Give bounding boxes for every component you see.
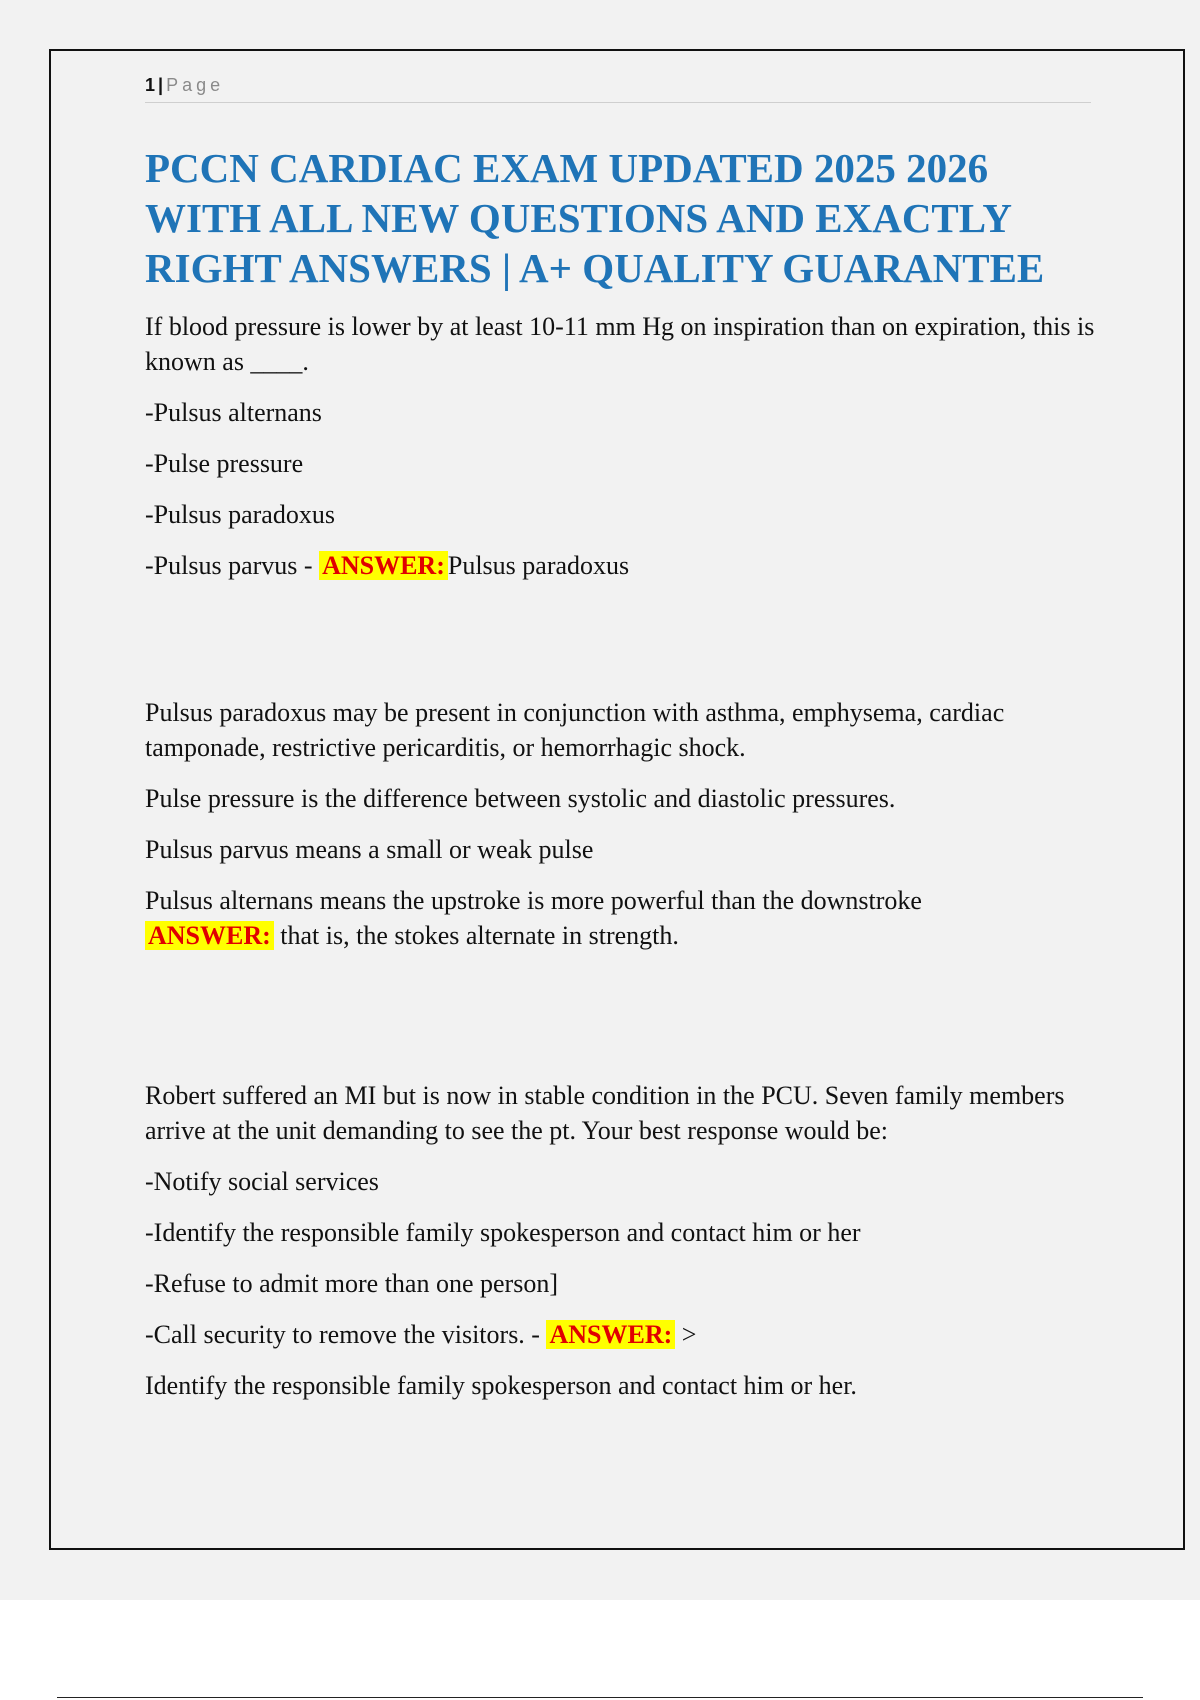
question-1-answer: Pulsus paradoxus — [447, 551, 630, 580]
explanation-line: Pulsus parvus means a small or weak pulse — [145, 835, 594, 864]
page-header — [145, 72, 1091, 103]
answer-suffix: > — [681, 1320, 697, 1349]
question-2-option-answer-line — [145, 1317, 1095, 1352]
spacer — [145, 969, 1095, 1078]
explanation-last-line: Pulsus alternans means the upstroke is more powerful than the downstroke — [145, 886, 922, 915]
question-2-option: -Refuse to admit more than one person] — [145, 1269, 558, 1298]
question-2-last-option: -Call security to remove the visitors. - — [145, 1320, 547, 1349]
question-2-option: -Notify social services — [145, 1167, 379, 1196]
explanation-answer-line — [145, 883, 1095, 953]
answer-label: ANSWER: — [546, 1320, 675, 1349]
page-number: 1 — [145, 75, 156, 95]
answer-label: ANSWER: — [319, 551, 448, 580]
question-2-text: Robert suffered an MI but is now in stable condition in the PCU. Seven family members arrive at the unit demanding to see the pt. Your best response would be: — [145, 1081, 1065, 1145]
document-title: PCCN CARDIAC EXAM UPDATED 2025 2026 WITH ALL NEW QUESTIONS AND EXACTLY RIGHT ANSWERS | A+ QUALITY GUARANTEE — [145, 145, 1045, 291]
question-1-option: -Pulsus alternans — [145, 398, 322, 427]
explanation-answer-text: that is, the stokes alternate in strength. — [280, 921, 679, 950]
next-page-area — [0, 1600, 1200, 1700]
question-1-option: -Pulse pressure — [145, 449, 304, 478]
page-label: Page — [166, 75, 225, 95]
question-1-text: If blood pressure is lower by at least 10-11 mm Hg on inspiration than on expiration, this is known as ____. — [145, 312, 1095, 376]
question-1-last-option: -Pulsus parvus - — [145, 551, 320, 580]
question-1-option-answer-line — [145, 548, 1095, 583]
document-body — [145, 309, 1095, 1419]
next-page-rule — [57, 1697, 1143, 1698]
answer-label: ANSWER: — [145, 921, 274, 950]
spacer — [145, 599, 1095, 695]
question-1-option: -Pulsus paradoxus — [145, 500, 335, 529]
question-2-option: -Identify the responsible family spokesperson and contact him or her — [145, 1218, 861, 1247]
explanation-line: Pulsus paradoxus may be present in conjunction with asthma, emphysema, cardiac tamponade, restrictive pericarditis, or hemorrhagic shock. — [145, 698, 1005, 762]
explanation-line: Pulse pressure is the difference between systolic and diastolic pressures. — [145, 784, 896, 813]
question-2-answer: Identify the responsible family spokesperson and contact him or her. — [145, 1371, 857, 1400]
header-separator: | — [158, 75, 164, 95]
